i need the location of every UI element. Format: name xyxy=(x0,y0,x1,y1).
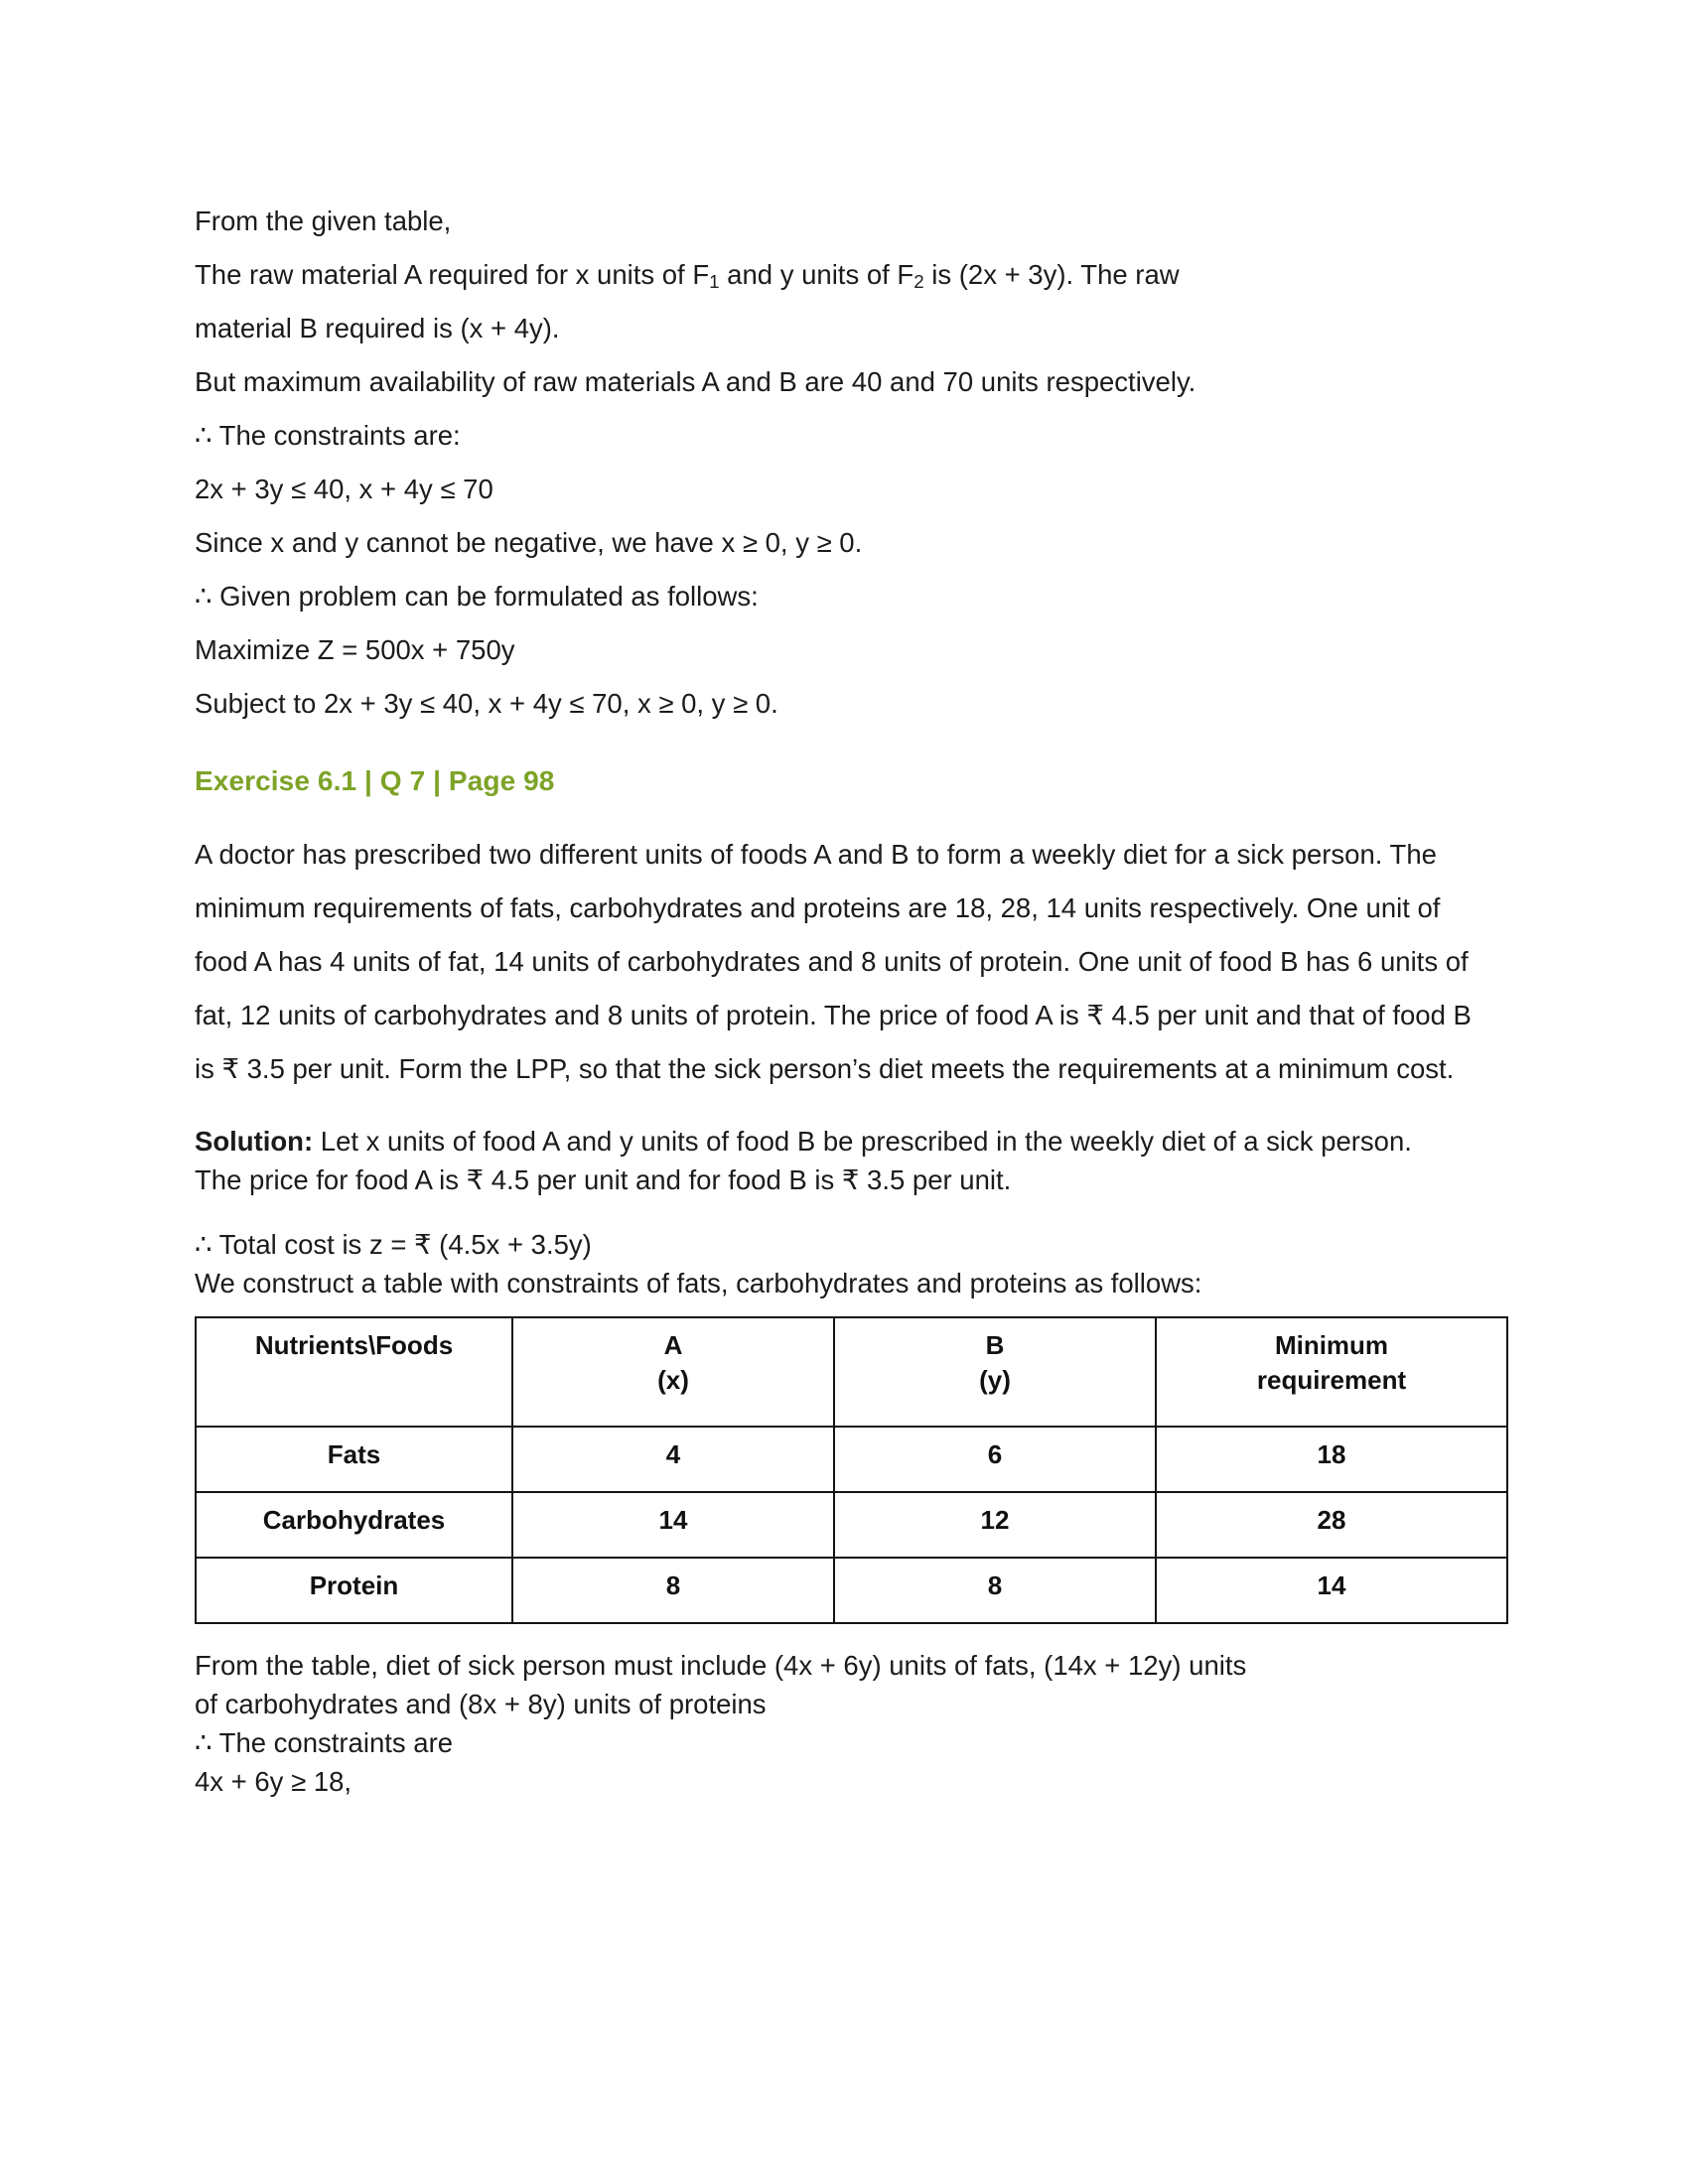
non-negativity-line: Since x and y cannot be negative, we have x ≥ 0, y ≥ 0. xyxy=(195,527,863,558)
previous-solution-block xyxy=(195,195,1485,731)
conclusion-block xyxy=(195,1646,1485,1801)
conclusion-line-2: of carbohydrates and (8x + 8y) units of proteins xyxy=(195,1689,767,1719)
cell-carbohydrates-a: 14 xyxy=(512,1492,834,1558)
table-header xyxy=(196,1317,1507,1427)
header-food-b-variable: (y) xyxy=(979,1365,1011,1395)
table-body xyxy=(196,1427,1507,1623)
table-row xyxy=(196,1427,1507,1492)
conclusion-first-constraint: 4x + 6y ≥ 18, xyxy=(195,1766,352,1797)
table-row xyxy=(196,1492,1507,1558)
raw-material-line xyxy=(195,248,1485,302)
cell-carbohydrates-b: 12 xyxy=(834,1492,1156,1558)
table-intro-line: We construct a table with constraints of fats, carbohydrates and proteins as follows: xyxy=(195,1268,1202,1298)
header-minimum-requirement xyxy=(1156,1317,1507,1427)
cell-nutrient-protein: Protein xyxy=(196,1558,512,1623)
solution-intro xyxy=(195,1122,1485,1160)
cell-fats-min: 18 xyxy=(1156,1427,1507,1492)
cell-protein-min: 14 xyxy=(1156,1558,1507,1623)
total-cost-line: ∴ Total cost is z = ₹ (4.5x + 3.5y) xyxy=(195,1229,592,1260)
cell-fats-a: 4 xyxy=(512,1427,834,1492)
conclusion-constraints-label: ∴ The constraints are xyxy=(195,1727,454,1758)
cell-carbohydrates-min: 28 xyxy=(1156,1492,1507,1558)
header-food-b xyxy=(834,1317,1156,1427)
subject-to-line: Subject to 2x + 3y ≤ 40, x + 4y ≤ 70, x ≥ 0, y ≥ 0. xyxy=(195,688,778,719)
cell-nutrient-carbohydrates: Carbohydrates xyxy=(196,1492,512,1558)
raw-material-text-part3: is (2x + 3y). The raw xyxy=(923,259,1180,290)
header-food-b-label: B xyxy=(985,1330,1005,1360)
constraints-label-line: ∴ The constraints are: xyxy=(195,420,461,451)
table-row xyxy=(196,1558,1507,1623)
constraints-inequalities-line: 2x + 3y ≤ 40, x + 4y ≤ 70 xyxy=(195,474,493,504)
material-b-line: material B required is (x + 4y). xyxy=(195,313,560,343)
header-minimum-label: Minimum xyxy=(1274,1330,1389,1360)
header-food-a xyxy=(512,1317,834,1427)
f2-subscript: 2 xyxy=(914,271,924,293)
header-requirement-label: requirement xyxy=(1256,1365,1407,1395)
nutrients-foods-table xyxy=(195,1316,1508,1624)
table-header-row xyxy=(196,1317,1507,1427)
solution-label: Solution: xyxy=(195,1126,314,1157)
solution-intro-text: Let x units of food A and y units of food B be prescribed in the weekly diet of a sick person. xyxy=(313,1126,1412,1157)
solution-price-line: The price for food A is ₹ 4.5 per unit and for food B is ₹ 3.5 per unit. xyxy=(195,1164,1012,1195)
header-food-a-label: A xyxy=(663,1330,683,1360)
cell-fats-b: 6 xyxy=(834,1427,1156,1492)
exercise-heading[interactable]: Exercise 6.1 | Q 7 | Page 98 xyxy=(195,765,555,796)
header-nutrients-foods xyxy=(196,1317,512,1427)
cell-protein-b: 8 xyxy=(834,1558,1156,1623)
cell-nutrient-fats: Fats xyxy=(196,1427,512,1492)
conclusion-line-1: From the table, diet of sick person must include (4x + 6y) units of fats, (14x + 12y) units xyxy=(195,1650,1247,1681)
raw-material-text-part1: The raw material A required for x units of F xyxy=(195,259,710,290)
f1-subscript: 1 xyxy=(709,271,720,293)
raw-material-text-part2: and y units of F xyxy=(719,259,914,290)
header-food-a-variable: (x) xyxy=(657,1365,689,1395)
solution-block xyxy=(195,1122,1485,1302)
question-text: A doctor has prescribed two different units of foods A and B to form a weekly diet for a sick person. The minimum requirements of fats, carbohydrates and proteins are 18, 28, 14 units respectively. One unit of food A has 4 units of fat, 14 units of carbohydrates and 8 units of protein. One unit of food B has 6 units of fat, 12 units of carbohydrates and 8 units of protein. The price of food A is ₹ 4.5 per unit and that of food B is ₹ 3.5 per unit. Form the LPP, so that the sick person’s diet meets the requirements at a minimum cost. xyxy=(195,839,1472,1084)
objective-function-line: Maximize Z = 500x + 750y xyxy=(195,634,515,665)
formulation-label-line: ∴ Given problem can be formulated as follows: xyxy=(195,581,759,612)
header-nutrients-foods-label: Nutrients\Foods xyxy=(254,1330,454,1360)
intro-line: From the given table, xyxy=(195,205,452,236)
cell-protein-a: 8 xyxy=(512,1558,834,1623)
availability-line: But maximum availability of raw materials A and B are 40 and 70 units respectively. xyxy=(195,366,1196,397)
page-content xyxy=(195,195,1485,1801)
